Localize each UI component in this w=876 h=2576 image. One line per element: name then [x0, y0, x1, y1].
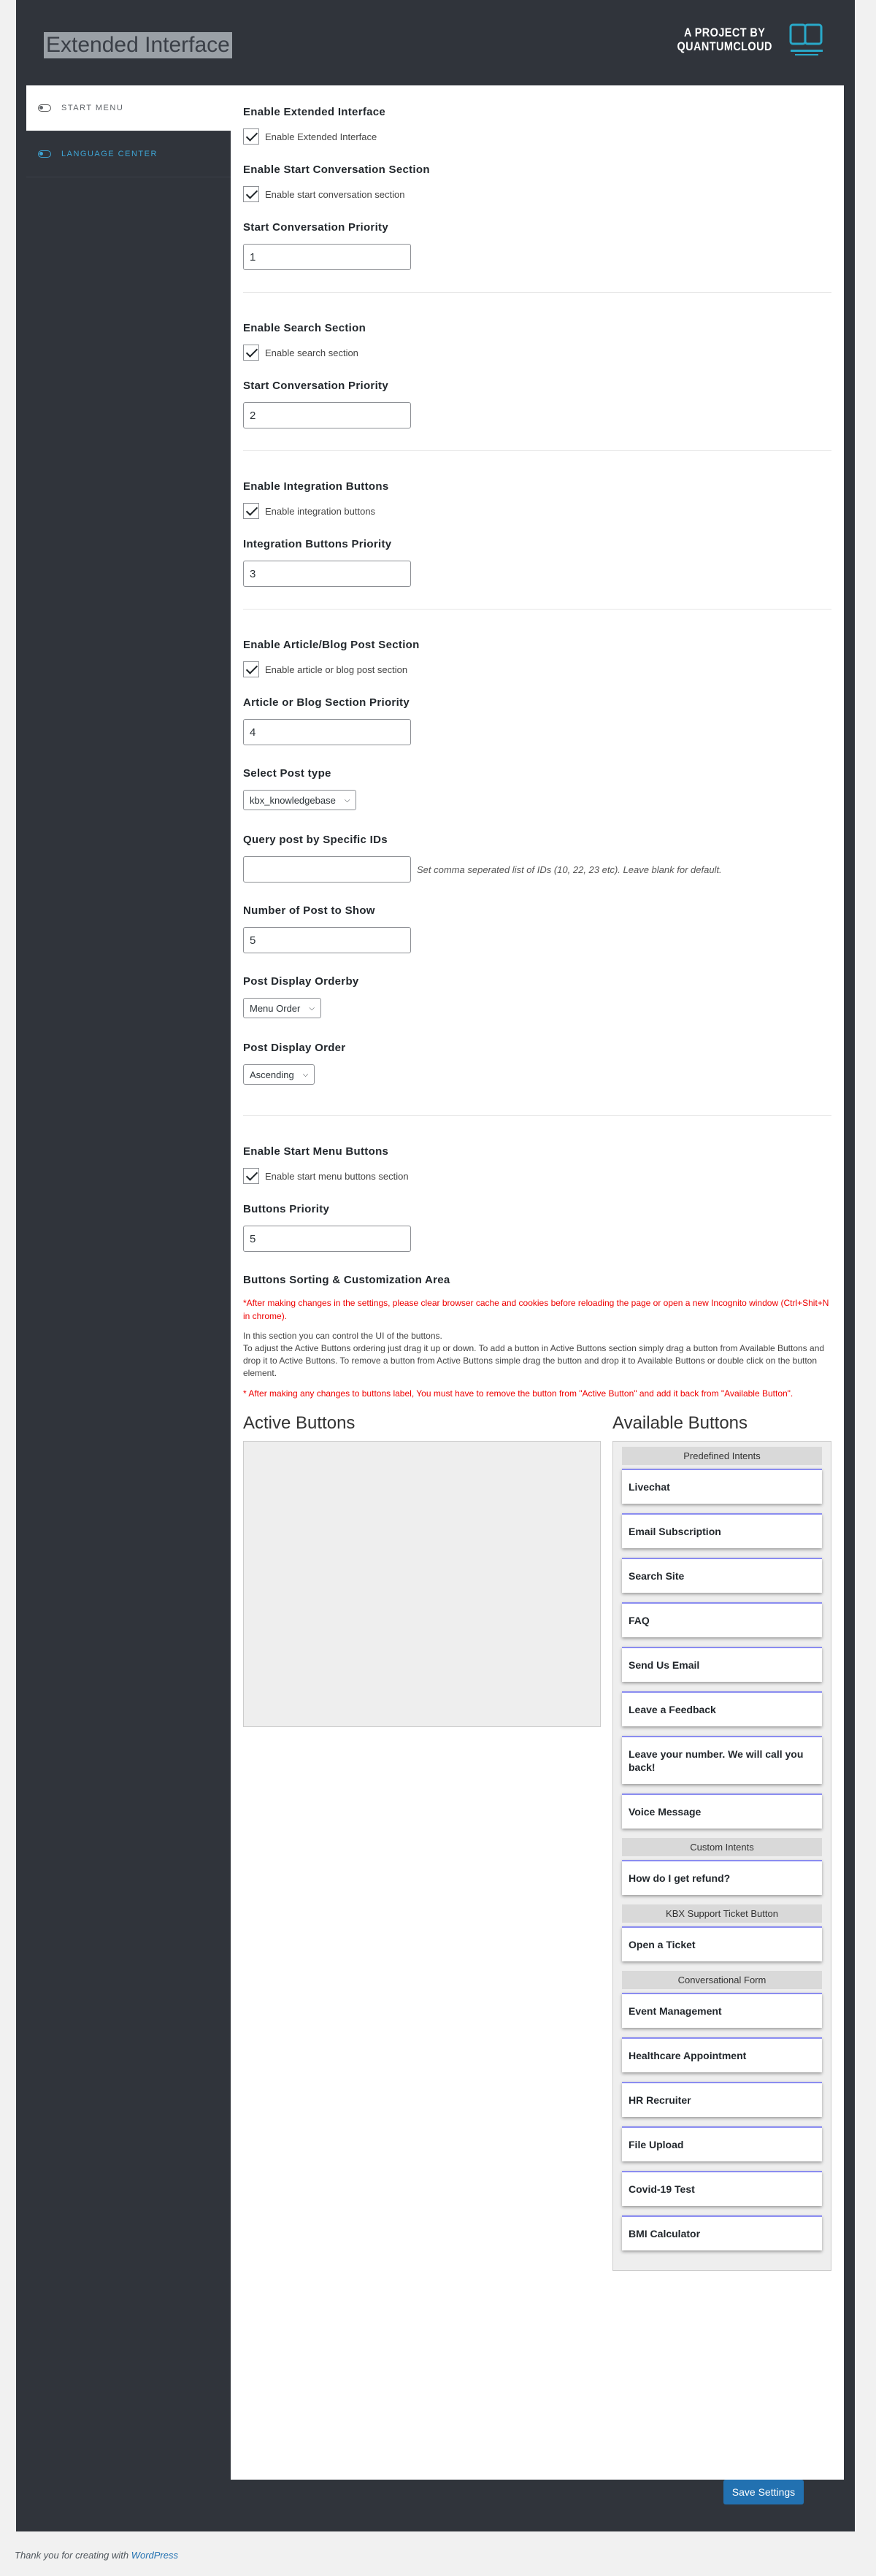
field-title: Enable Extended Interface [243, 106, 386, 118]
start-conversation-priority-input[interactable] [243, 244, 411, 270]
sidebar-item-language-center[interactable] [26, 131, 231, 177]
field-title: Enable Start Conversation Section [243, 164, 430, 176]
brand-text [677, 26, 772, 53]
footer [15, 2550, 178, 2561]
field-title: Query post by Specific IDs [243, 834, 388, 846]
checkbox-label: Enable start conversation section [265, 188, 405, 200]
header [16, 0, 855, 85]
available-button[interactable]: Leave your number. We will call you back! [622, 1736, 822, 1784]
available-buttons-list [612, 1441, 831, 2271]
chevron-down-icon: ⌵ [309, 1004, 315, 1012]
chevron-down-icon: ⌵ [302, 1070, 309, 1079]
sidebar-item-label: LANGUAGE CENTER [61, 150, 158, 158]
field-title: Enable Start Menu Buttons [243, 1145, 389, 1158]
query-ids-input[interactable] [243, 856, 411, 883]
button-group-heading: Predefined Intents [622, 1447, 822, 1465]
available-button[interactable]: Search Site [622, 1558, 822, 1593]
order-select[interactable] [243, 1064, 315, 1085]
settings-panel [16, 0, 855, 2531]
divider [243, 609, 831, 610]
enable-search-checkbox[interactable] [243, 345, 259, 361]
enable-start-menu-checkbox[interactable] [243, 1168, 259, 1184]
label-warning: * After making any changes to buttons label, You must have to remove the button from "Active Button" and add it back from "Available Button". [243, 1388, 794, 1399]
available-button[interactable]: HR Recruiter [622, 2082, 822, 2117]
sidebar [26, 85, 231, 177]
checkbox-label: Enable Extended Interface [265, 131, 377, 142]
enable-extended-checkbox[interactable] [243, 128, 259, 145]
integration-priority-input[interactable] [243, 561, 411, 587]
field-title: Article or Blog Section Priority [243, 696, 410, 709]
available-button[interactable]: Event Management [622, 1993, 822, 2028]
brand-line2: QUANTUMCLOUD [677, 39, 772, 53]
enable-start-conversation-checkbox[interactable] [243, 186, 259, 202]
select-value: Ascending [250, 1069, 294, 1080]
divider [243, 450, 831, 451]
field-title: Enable Article/Blog Post Section [243, 639, 420, 651]
enable-article-checkbox[interactable] [243, 661, 259, 677]
number-of-posts-input[interactable] [243, 927, 411, 953]
chevron-down-icon: ⌵ [344, 796, 350, 804]
brand-line1: A PROJECT BY [683, 26, 766, 39]
field-title: Enable Search Section [243, 322, 366, 334]
main-content [231, 85, 844, 2480]
available-button[interactable]: Healthcare Appointment [622, 2037, 822, 2072]
field-title: Post Display Order [243, 1042, 346, 1054]
orderby-select[interactable] [243, 998, 321, 1018]
field-title: Start Conversation Priority [243, 380, 388, 392]
buttons-priority-input[interactable] [243, 1226, 411, 1252]
available-button[interactable]: Email Subscription [622, 1513, 822, 1548]
available-buttons-heading: Available Buttons [612, 1413, 748, 1433]
available-button[interactable]: Open a Ticket [622, 1926, 822, 1961]
field-title: Post Display Orderby [243, 975, 359, 988]
sidebar-item-label: START MENU [61, 104, 124, 112]
field-title: Integration Buttons Priority [243, 538, 392, 550]
divider [243, 1115, 831, 1116]
available-button[interactable]: Send Us Email [622, 1647, 822, 1682]
field-title: Select Post type [243, 767, 331, 780]
quantumcloud-logo-icon [788, 20, 826, 58]
checkbox-label: Enable article or blog post section [265, 664, 408, 675]
query-ids-hint: Set comma seperated list of IDs (10, 22, 23 etc). Leave blank for default. [417, 864, 722, 875]
toggle-icon [38, 104, 51, 112]
field-title: Enable Integration Buttons [243, 480, 389, 493]
article-priority-input[interactable] [243, 719, 411, 745]
cache-warning: *After making changes in the settings, please clear browser cache and cookies before reloading the page or open a new Incognito window (Ctrl+Shit+N in chrome). [243, 1298, 829, 1321]
field-title: Buttons Sorting & Customization Area [243, 1274, 450, 1286]
save-settings-button[interactable]: Save Settings [723, 2480, 804, 2504]
active-buttons-dropzone[interactable] [243, 1441, 601, 1727]
available-button[interactable]: BMI Calculator [622, 2215, 822, 2250]
enable-integration-checkbox[interactable] [243, 503, 259, 519]
field-title: Start Conversation Priority [243, 221, 388, 234]
toggle-icon [38, 150, 51, 158]
available-button[interactable]: FAQ [622, 1602, 822, 1637]
available-button[interactable]: File Upload [622, 2126, 822, 2161]
sidebar-item-start-menu[interactable] [26, 85, 231, 131]
button-group-heading: Conversational Form [622, 1971, 822, 1989]
available-button[interactable]: Leave a Feedback [622, 1691, 822, 1726]
available-button[interactable]: Livechat [622, 1469, 822, 1504]
button-group-heading: KBX Support Ticket Button [622, 1904, 822, 1923]
available-button[interactable]: How do I get refund? [622, 1860, 822, 1895]
footer-text: Thank you for creating with [15, 2550, 131, 2561]
page-title: Extended Interface [44, 32, 232, 58]
button-group-heading: Custom Intents [622, 1838, 822, 1856]
checkbox-label: Enable search section [265, 347, 358, 358]
available-button[interactable]: Voice Message [622, 1793, 822, 1829]
select-value: Menu Order [250, 1002, 301, 1014]
brand-logo [669, 20, 826, 58]
search-priority-input[interactable] [243, 402, 411, 428]
divider [243, 292, 831, 293]
checkbox-label: Enable integration buttons [265, 505, 376, 517]
checkbox-label: Enable start menu buttons section [265, 1170, 409, 1182]
post-type-select[interactable] [243, 790, 356, 810]
wordpress-link[interactable]: WordPress [131, 2550, 178, 2561]
field-title: Number of Post to Show [243, 904, 375, 917]
available-button[interactable]: Covid-19 Test [622, 2171, 822, 2206]
sorting-info: In this section you can control the UI of the buttons. To adjust the Active Buttons ordering just drag it up or down. To add a button in Active Buttons section simply drag a button from Available Buttons and drop it to Active Buttons. To remove a button from Active Buttons simple drag the button and drop it to Available Buttons or double click on the button element. [243, 1331, 825, 1378]
active-buttons-heading: Active Buttons [243, 1413, 356, 1433]
select-value: kbx_knowledgebase [250, 794, 336, 806]
field-title: Buttons Priority [243, 1203, 330, 1215]
